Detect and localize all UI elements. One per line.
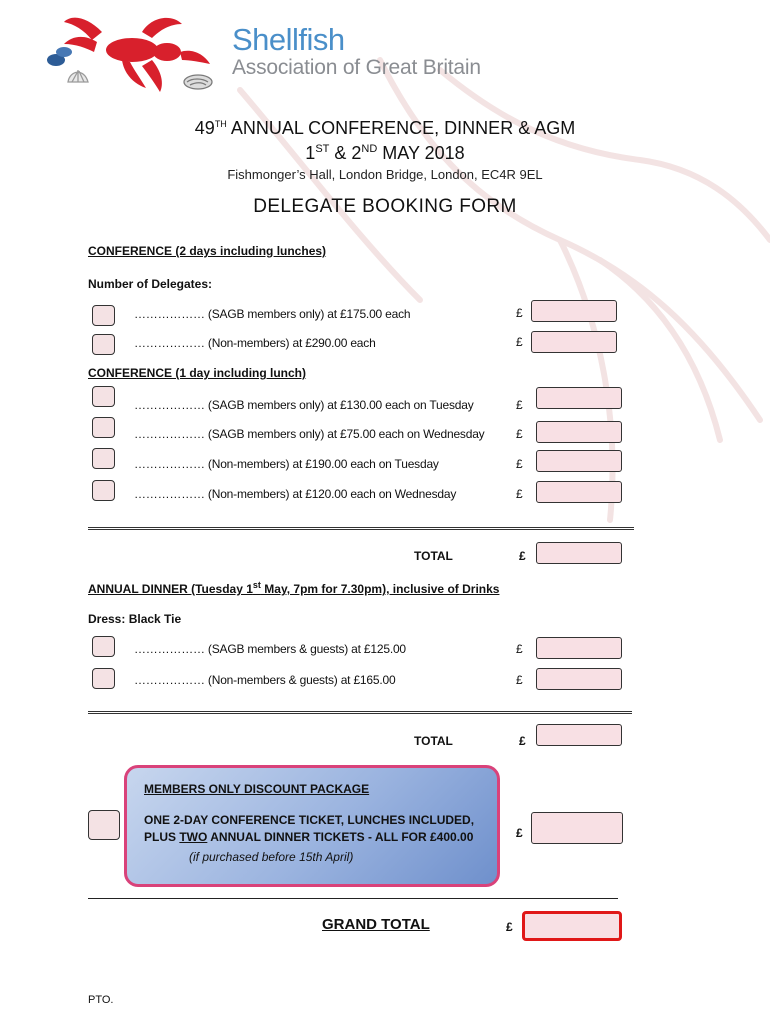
amount-1day-nonmembers-tue[interactable]	[536, 450, 622, 472]
pound-sign: £	[516, 487, 523, 501]
event-title: 49TH ANNUAL CONFERENCE, DINNER & AGM	[194, 118, 576, 138]
pound-sign: £	[516, 642, 523, 656]
amount-grand-total[interactable]	[522, 911, 622, 941]
checkbox-2day-members[interactable]	[92, 305, 115, 326]
amount-discount-package[interactable]	[531, 812, 623, 844]
divider	[88, 898, 618, 899]
checkbox-1day-members-tue[interactable]	[92, 386, 115, 407]
checkbox-1day-nonmembers-tue[interactable]	[92, 448, 115, 469]
amount-dinner-members[interactable]	[536, 637, 622, 659]
pound-sign: £	[519, 549, 526, 563]
amount-conference-total[interactable]	[536, 542, 622, 564]
amount-2day-members[interactable]	[531, 300, 617, 322]
package-line-1: ONE 2-DAY CONFERENCE TICKET, LUNCHES INCLUDED,	[144, 813, 475, 827]
discount-package-panel	[124, 765, 500, 887]
pound-sign: £	[516, 457, 523, 471]
pound-sign: £	[516, 826, 523, 840]
item-1day-nonmembers-wed: ……………… (Non-members) at £120.00 each on Wednesday	[134, 487, 457, 501]
event-date: 1ST & 2ND MAY 2018	[305, 143, 465, 163]
checkbox-1day-nonmembers-wed[interactable]	[92, 480, 115, 501]
amount-dinner-nonmembers[interactable]	[536, 668, 622, 690]
item-1day-nonmembers-tue: ……………… (Non-members) at £190.00 each on Tuesday	[134, 457, 439, 471]
pound-sign: £	[516, 427, 523, 441]
brand-name: Shellfish	[232, 22, 345, 57]
oyster-icon	[184, 75, 212, 89]
page-turn-note: PTO.	[88, 994, 114, 1006]
section-heading-conference-2day: CONFERENCE (2 days including lunches)	[88, 244, 327, 258]
conference-total-label: TOTAL	[414, 549, 453, 563]
amount-1day-nonmembers-wed[interactable]	[536, 481, 622, 503]
amount-dinner-total[interactable]	[536, 724, 622, 746]
scallop-icon	[68, 70, 88, 82]
delegates-label: Number of Delegates:	[88, 277, 213, 291]
amount-1day-members-tue[interactable]	[536, 387, 622, 409]
pound-sign: £	[516, 335, 523, 349]
item-1day-members-wed: ……………… (SAGB members only) at £75.00 each on Wednesday	[134, 427, 485, 441]
pound-sign: £	[516, 306, 523, 320]
checkbox-2day-nonmembers[interactable]	[92, 334, 115, 355]
checkbox-dinner-nonmembers[interactable]	[92, 668, 115, 689]
form-title: DELEGATE BOOKING FORM	[253, 196, 517, 217]
item-dinner-nonmembers: ……………… (Non-members & guests) at £165.00	[134, 673, 396, 687]
item-2day-members: ……………… (SAGB members only) at £175.00 each	[134, 307, 411, 321]
amount-1day-members-wed[interactable]	[536, 421, 622, 443]
event-venue: Fishmonger’s Hall, London Bridge, London, EC4R 9EL	[227, 167, 543, 182]
divider	[88, 711, 632, 714]
divider	[88, 527, 634, 530]
section-heading-dinner: ANNUAL DINNER (Tuesday 1st May, 7pm for 7.30pm), inclusive of Drinks	[88, 580, 500, 596]
mussel-icon	[47, 47, 72, 66]
grand-total-label: GRAND TOTAL	[322, 916, 430, 933]
item-2day-nonmembers: ……………… (Non-members) at £290.00 each	[134, 336, 376, 350]
package-title: MEMBERS ONLY DISCOUNT PACKAGE	[144, 782, 370, 796]
pound-sign: £	[516, 673, 523, 687]
checkbox-discount-package[interactable]	[88, 810, 120, 840]
checkbox-1day-members-wed[interactable]	[92, 417, 115, 438]
pound-sign: £	[516, 398, 523, 412]
section-heading-conference-1day: CONFERENCE (1 day including lunch)	[88, 366, 307, 380]
package-line-3: (if purchased before 15th April)	[189, 850, 354, 864]
package-line-2: PLUS TWO ANNUAL DINNER TICKETS - ALL FOR £400.00	[144, 830, 474, 844]
checkbox-dinner-members[interactable]	[92, 636, 115, 657]
lobster-logo-icon	[42, 12, 220, 94]
brand-subtitle: Association of Great Britain	[232, 56, 481, 79]
dress-code-label: Dress: Black Tie	[88, 612, 182, 626]
amount-2day-nonmembers[interactable]	[531, 331, 617, 353]
pound-sign: £	[506, 920, 513, 934]
dinner-total-label: TOTAL	[414, 734, 453, 748]
pound-sign: £	[519, 734, 526, 748]
item-dinner-members: ……………… (SAGB members & guests) at £125.00	[134, 642, 406, 656]
item-1day-members-tue: ……………… (SAGB members only) at £130.00 each on Tuesday	[134, 398, 474, 412]
